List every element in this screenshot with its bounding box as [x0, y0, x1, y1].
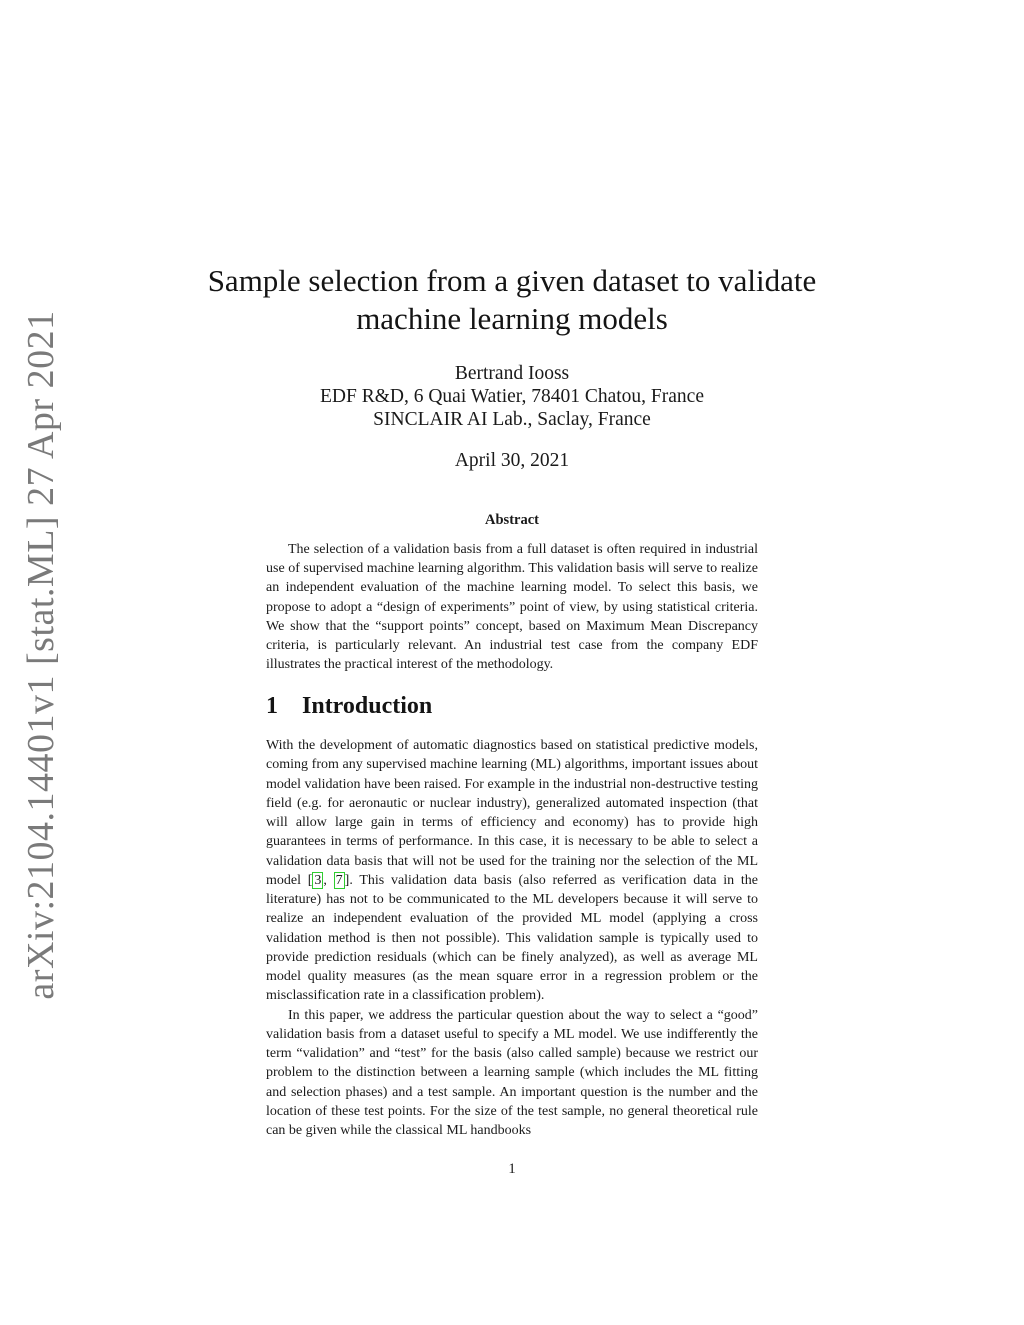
citation-link-7[interactable]: 7 [335, 872, 343, 888]
page-number: 1 [508, 1161, 516, 1177]
affiliation-1: EDF R&D, 6 Quai Watier, 78401 Chatou, France [320, 386, 704, 407]
intro-p1-text-before-citation: With the development of automatic diagnostics based on statistical predictive models, coming from any supervised machine learning (ML) algorithms, important issues about model validation have been raised. For example in the industrial non-destructive testing field (e.g. for aeronautic or nuclear industry), generalized automated inspection (that will allow large gain in terms of efficiency and economy) has to provide high guarantees in terms of performance. In this case, it is necessary to be able to select a validation data basis that will not be used for the training nor the selection of the ML model [ [266, 738, 758, 888]
paper-title [180, 262, 844, 338]
title-line-1: Sample selection from a given dataset to validate [207, 263, 817, 298]
section-heading [266, 693, 432, 720]
citation-link-3[interactable]: 3 [314, 872, 322, 888]
intro-paragraph-2: In this paper, we address the particular question about the way to select a “good” validation basis from a dataset useful to specify a ML model. We use indifferently the term “validation” and “test” for the basis (also called sample) because we restrict our problem to the distinction between a learning sample (which includes the ML fitting and selection phases) and a test sample. An important question is the number and the location of these test points. For the size of the test sample, no general theoretical rule can be given while the classical ML handbooks [266, 1007, 758, 1138]
intro-paragraph-1 [266, 736, 758, 1006]
author-name: Bertrand Iooss [454, 363, 570, 384]
paper-date: April 30, 2021 [454, 450, 570, 471]
section-number: 1 [266, 693, 278, 719]
arxiv-identifier: arXiv:2104.14401v1 [stat.ML] 27 Apr 2021 [20, 310, 62, 1000]
author-block [180, 362, 844, 431]
arxiv-side-stamp [0, 0, 90, 1325]
introduction-body [266, 736, 758, 1140]
affiliation-2: SINCLAIR AI Lab., Saclay, France [373, 409, 651, 430]
intro-p1-text-after-citation: ]. This validation data basis (also referred as verification data in the literature) has not to be communicated to the ML developers because it will serve to realize an independent evaluation of the provided ML model (applying a cross validation method is then not possible). This validation sample is typically used to provide prediction residuals (which can be finely analyzed), as well as average ML model quality measures (as the mean square error in a regression problem or the misclassification rate in a classification problem). [266, 872, 758, 1004]
abstract-text: The selection of a validation basis from a full dataset is often required in industrial use of supervised machine learning algorithm. This validation basis will serve to realize an independent evaluation of the machine learning model. To select this basis, we propose to adopt a “design of experiments” point of view, by using statistical criteria. We show that the “support points” concept, based on Maximum Mean Discrepancy criteria, is particularly relevant. An industrial test case from the company EDF illustrates the practical interest of the methodology. [266, 542, 758, 673]
citation-separator: , [323, 872, 334, 888]
abstract-heading: Abstract [485, 512, 539, 528]
section-title: Introduction [302, 693, 433, 719]
title-line-2: machine learning models [356, 301, 668, 336]
